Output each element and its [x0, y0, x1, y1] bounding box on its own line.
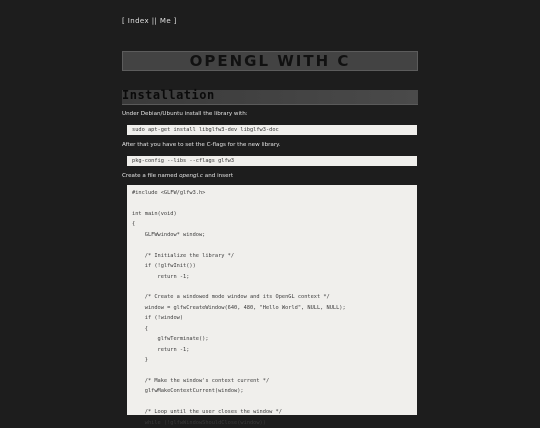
pkg-config-command-code[interactable]: pkg-config --libs --cflags glfw3 [127, 156, 417, 166]
code-line: window = glfwCreateWindow(640, 480, "Hello World", NULL, NULL); [132, 304, 346, 311]
code-line: { [132, 325, 148, 332]
code-line: { [132, 221, 136, 228]
code-line: return -1; [132, 346, 190, 353]
code-line: /* Loop until the user closes the window */ [132, 409, 282, 416]
install-instructions: Under Debian/Ubuntu install the library with: [122, 111, 248, 117]
nav-link-index[interactable]: Index [127, 17, 150, 25]
code-line: if (!glfwInit()) [132, 263, 196, 270]
source-code-block[interactable] [127, 185, 417, 426]
code-line: while (!glfwWindowShouldClose(window)) [132, 419, 266, 426]
code-line [132, 198, 417, 208]
nav-close-bracket: ] [173, 17, 177, 25]
section-title: Installation [122, 88, 215, 102]
code-line: /* Create a windowed mode window and its OpenGL context */ [132, 294, 330, 301]
nav-separator: | [151, 17, 155, 25]
code-line [132, 282, 417, 292]
code-line: glfwMakeContextCurrent(window); [132, 388, 244, 395]
top-nav [122, 17, 177, 25]
code-line: if (!window) [132, 315, 184, 322]
nav-link-me[interactable]: Me [159, 17, 172, 25]
nav-open-bracket: [ [122, 17, 126, 25]
code-line: #include <GLFW/glfw3.h> [132, 190, 206, 196]
create-text-before: Create a file named [122, 173, 180, 179]
create-text-after: and insert [202, 173, 234, 179]
code-line: glfwTerminate(); [132, 336, 209, 343]
page-title-banner [122, 51, 418, 71]
section-header-installation [122, 90, 418, 105]
filename: opengl.c [179, 173, 203, 179]
page-title: OPENGL WITH C [189, 52, 351, 70]
code-line: /* Initialize the library */ [132, 252, 235, 259]
code-line: } [132, 357, 148, 363]
install-command-code[interactable]: sudo apt-get install libglfw3-dev libglfw3-doc [127, 125, 417, 135]
code-line [132, 240, 417, 250]
code-line [132, 397, 417, 407]
code-line: /* Make the window's context current */ [132, 377, 270, 384]
code-line: int main(void) [132, 210, 177, 217]
cflags-instructions: After that you have to set the C-flags for the new library. [122, 142, 281, 148]
nav-separator: | [154, 17, 158, 25]
code-line [132, 365, 417, 375]
create-file-instructions [122, 173, 233, 179]
code-line: return -1; [132, 273, 190, 280]
code-line: GLFWwindow* window; [132, 231, 206, 238]
